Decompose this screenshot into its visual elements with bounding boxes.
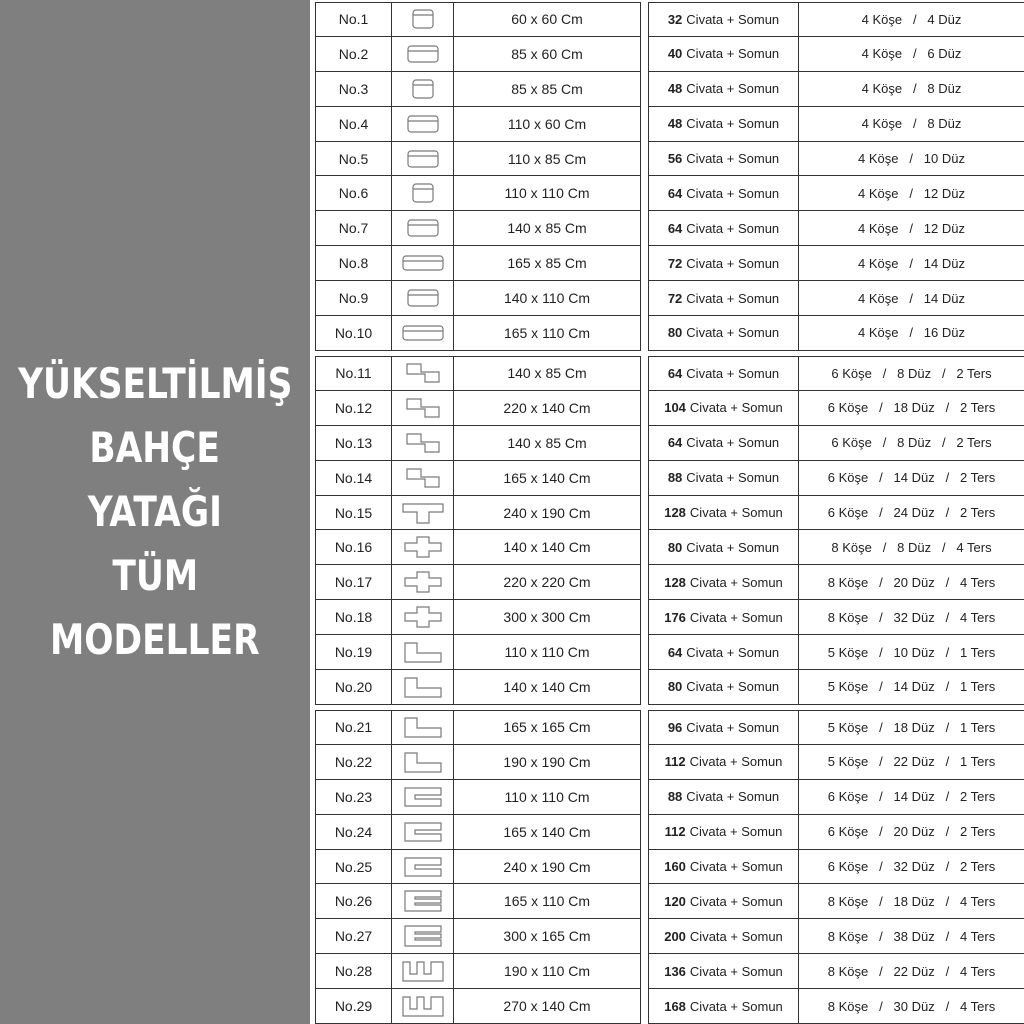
model-dimensions: 110 x 60 Cm — [453, 107, 641, 142]
table-row — [315, 815, 1024, 850]
bolt-label: Civata + Somun — [686, 185, 780, 201]
model-number: No.9 — [315, 281, 391, 316]
table-row — [315, 600, 1024, 635]
model-number: No.26 — [315, 884, 391, 919]
model-number: No.7 — [315, 211, 391, 246]
bolt-count — [648, 246, 798, 281]
bolt-count — [648, 815, 798, 850]
table-row — [315, 954, 1024, 989]
model-dimensions: 85 x 85 Cm — [453, 72, 641, 107]
model-shape-icon — [391, 461, 453, 496]
bolt-count — [648, 426, 798, 461]
model-dimensions: 110 x 110 Cm — [453, 176, 641, 211]
model-number: No.13 — [315, 426, 391, 461]
model-number: No.21 — [315, 710, 391, 745]
model-dimensions: 60 x 60 Cm — [453, 2, 641, 37]
bolt-count — [648, 496, 798, 531]
bolt-number: 128 — [664, 505, 686, 520]
bolt-label: Civata + Somun — [689, 609, 783, 625]
bolt-count — [648, 919, 798, 954]
model-number: No.22 — [315, 745, 391, 780]
model-number: No.20 — [315, 670, 391, 705]
bolt-number: 64 — [667, 365, 683, 381]
table-row — [315, 461, 1024, 496]
model-dimensions: 270 x 140 Cm — [453, 989, 641, 1024]
bolt-label: Civata + Somun — [689, 505, 783, 520]
part-counts: 4 Köşe / 12 Düz — [798, 176, 1024, 211]
model-number: No.4 — [315, 107, 391, 142]
part-counts: 4 Köşe / 4 Düz — [798, 2, 1024, 37]
bolt-label: Civata + Somun — [689, 893, 783, 909]
bolt-count — [648, 2, 798, 37]
bolt-label: Civata + Somun — [686, 539, 780, 555]
model-dimensions: 140 x 110 Cm — [453, 281, 641, 316]
model-dimensions: 165 x 165 Cm — [453, 710, 641, 745]
bolt-count — [648, 391, 798, 426]
bolt-number: 64 — [667, 220, 683, 236]
bolt-count — [648, 954, 798, 989]
model-number: No.17 — [315, 565, 391, 600]
title-line: MODELLER — [50, 615, 260, 664]
model-shape-icon — [391, 356, 453, 391]
bolt-count — [648, 211, 798, 246]
model-shape-icon — [391, 211, 453, 246]
bolt-label: Civata + Somun — [686, 290, 780, 306]
part-counts: 8 Köşe / 20 Düz / 4 Ters — [798, 565, 1024, 600]
part-counts: 5 Köşe / 22 Düz / 1 Ters — [798, 745, 1024, 780]
model-dimensions: 190 x 110 Cm — [453, 954, 641, 989]
model-dimensions: 110 x 110 Cm — [453, 780, 641, 815]
part-counts: 6 Köşe / 14 Düz / 2 Ters — [798, 461, 1024, 496]
bolt-number: 104 — [664, 400, 686, 416]
bolt-count — [648, 989, 798, 1024]
part-counts: 6 Köşe / 18 Düz / 2 Ters — [798, 391, 1024, 426]
table-row — [315, 356, 1024, 391]
bolt-number: 56 — [667, 151, 683, 166]
model-number: No.15 — [315, 496, 391, 531]
bolt-count — [648, 356, 798, 391]
bolt-count — [648, 107, 798, 142]
model-number: No.19 — [315, 635, 391, 670]
model-number: No.28 — [315, 954, 391, 989]
title-panel — [0, 0, 310, 1024]
model-group — [315, 356, 1024, 705]
model-shape-icon — [391, 710, 453, 745]
bolt-label: Civata + Somun — [686, 255, 780, 271]
bolt-count — [648, 176, 798, 211]
model-number: No.14 — [315, 461, 391, 496]
model-shape-icon — [391, 850, 453, 885]
model-shape-icon — [391, 281, 453, 316]
table-row — [315, 72, 1024, 107]
bolt-number: 72 — [667, 255, 683, 271]
model-shape-icon — [391, 2, 453, 37]
model-dimensions: 140 x 85 Cm — [453, 426, 641, 461]
table-row — [315, 670, 1024, 705]
model-shape-icon — [391, 780, 453, 815]
bolt-number: 80 — [667, 325, 683, 341]
table-row — [315, 710, 1024, 745]
bolt-label: Civata + Somun — [686, 789, 780, 805]
bolt-number: 160 — [664, 859, 686, 874]
model-shape-icon — [391, 316, 453, 351]
part-counts: 8 Köşe / 32 Düz / 4 Ters — [798, 600, 1024, 635]
table-row — [315, 780, 1024, 815]
bolt-number: 88 — [667, 789, 683, 805]
model-dimensions: 165 x 140 Cm — [453, 461, 641, 496]
model-shape-icon — [391, 670, 453, 705]
model-shape-icon — [391, 176, 453, 211]
bolt-label: Civata + Somun — [689, 754, 783, 770]
model-dimensions: 110 x 110 Cm — [453, 635, 641, 670]
bolt-number: 176 — [664, 609, 686, 625]
model-number: No.5 — [315, 142, 391, 177]
table-row — [315, 884, 1024, 919]
table-row — [315, 281, 1024, 316]
part-counts: 6 Köşe / 8 Düz / 2 Ters — [798, 426, 1024, 461]
model-dimensions: 240 x 190 Cm — [453, 496, 641, 531]
part-counts: 6 Köşe / 8 Düz / 2 Ters — [798, 356, 1024, 391]
bolt-count — [648, 884, 798, 919]
part-counts: 6 Köşe / 32 Düz / 2 Ters — [798, 850, 1024, 885]
model-shape-icon — [391, 954, 453, 989]
bolt-count — [648, 565, 798, 600]
bolt-label: Civata + Somun — [686, 46, 780, 62]
model-shape-icon — [391, 391, 453, 426]
table-row — [315, 246, 1024, 281]
bolt-number: 136 — [664, 963, 686, 979]
part-counts: 4 Köşe / 16 Düz — [798, 316, 1024, 351]
bolt-label: Civata + Somun — [689, 400, 783, 416]
model-number: No.23 — [315, 780, 391, 815]
bolt-number: 80 — [667, 539, 683, 555]
model-dimensions: 85 x 60 Cm — [453, 37, 641, 72]
bolt-label: Civata + Somun — [689, 574, 783, 590]
model-dimensions: 165 x 85 Cm — [453, 246, 641, 281]
model-shape-icon — [391, 884, 453, 919]
model-dimensions: 220 x 140 Cm — [453, 391, 641, 426]
bolt-number: 64 — [667, 435, 683, 451]
bolt-count — [648, 461, 798, 496]
part-counts: 5 Köşe / 10 Düz / 1 Ters — [798, 635, 1024, 670]
bolt-label: Civata + Somun — [686, 220, 780, 236]
table-row — [315, 745, 1024, 780]
bolt-number: 112 — [664, 824, 686, 840]
model-shape-icon — [391, 635, 453, 670]
table-row — [315, 37, 1024, 72]
bolt-label: Civata + Somun — [689, 998, 783, 1014]
model-shape-icon — [391, 919, 453, 954]
table-row — [315, 391, 1024, 426]
bolt-count — [648, 37, 798, 72]
table-row — [315, 107, 1024, 142]
table-row — [315, 635, 1024, 670]
model-shape-icon — [391, 107, 453, 142]
part-counts: 4 Köşe / 14 Düz — [798, 281, 1024, 316]
model-number: No.12 — [315, 391, 391, 426]
part-counts: 4 Köşe / 8 Düz — [798, 72, 1024, 107]
bolt-count — [648, 316, 798, 351]
model-number: No.3 — [315, 72, 391, 107]
model-number: No.11 — [315, 356, 391, 391]
bolt-count — [648, 780, 798, 815]
bolt-label: Civata + Somun — [689, 928, 783, 944]
part-counts: 4 Köşe / 6 Düz — [798, 37, 1024, 72]
model-number: No.25 — [315, 850, 391, 885]
model-dimensions: 140 x 140 Cm — [453, 530, 641, 565]
model-dimensions: 240 x 190 Cm — [453, 850, 641, 885]
model-shape-icon — [391, 565, 453, 600]
bolt-count — [648, 142, 798, 177]
model-dimensions: 165 x 140 Cm — [453, 815, 641, 850]
bolt-number: 96 — [667, 719, 683, 735]
model-number: No.27 — [315, 919, 391, 954]
part-counts: 5 Köşe / 14 Düz / 1 Ters — [798, 670, 1024, 705]
bolt-number: 120 — [664, 893, 686, 909]
table-row — [315, 496, 1024, 531]
bolt-label: Civata + Somun — [689, 859, 783, 874]
model-shape-icon — [391, 246, 453, 281]
bolt-label: Civata + Somun — [689, 963, 783, 979]
bolt-count — [648, 710, 798, 745]
table-row — [315, 142, 1024, 177]
model-shape-icon — [391, 72, 453, 107]
bolt-label: Civata + Somun — [686, 116, 780, 132]
model-shape-icon — [391, 142, 453, 177]
model-shape-icon — [391, 600, 453, 635]
part-counts: 4 Köşe / 10 Düz — [798, 142, 1024, 177]
table-row — [315, 919, 1024, 954]
bolt-number: 80 — [667, 679, 683, 695]
bolt-label: Civata + Somun — [689, 824, 783, 840]
model-shape-icon — [391, 815, 453, 850]
bolt-number: 64 — [667, 644, 683, 660]
part-counts: 6 Köşe / 20 Düz / 2 Ters — [798, 815, 1024, 850]
table-row — [315, 989, 1024, 1024]
bolt-number: 48 — [667, 116, 683, 132]
bolt-count — [648, 72, 798, 107]
part-counts: 8 Köşe / 8 Düz / 4 Ters — [798, 530, 1024, 565]
part-counts: 6 Köşe / 14 Düz / 2 Ters — [798, 780, 1024, 815]
bolt-count — [648, 745, 798, 780]
model-dimensions: 140 x 85 Cm — [453, 356, 641, 391]
model-number: No.10 — [315, 316, 391, 351]
model-shape-icon — [391, 989, 453, 1024]
bolt-number: 128 — [664, 574, 686, 590]
model-dimensions: 140 x 85 Cm — [453, 211, 641, 246]
model-shape-icon — [391, 496, 453, 531]
bolt-number: 88 — [667, 470, 683, 486]
model-shape-icon — [391, 426, 453, 461]
model-shape-icon — [391, 745, 453, 780]
model-number: No.29 — [315, 989, 391, 1024]
bolt-number: 40 — [667, 46, 683, 62]
part-counts: 4 Köşe / 14 Düz — [798, 246, 1024, 281]
bolt-label: Civata + Somun — [686, 679, 780, 695]
model-group — [315, 710, 1024, 1024]
table-row — [315, 565, 1024, 600]
part-counts: 5 Köşe / 18 Düz / 1 Ters — [798, 710, 1024, 745]
bolt-count — [648, 850, 798, 885]
model-dimensions: 190 x 190 Cm — [453, 745, 641, 780]
model-dimensions: 140 x 140 Cm — [453, 670, 641, 705]
part-counts: 4 Köşe / 12 Düz — [798, 211, 1024, 246]
title-line: YÜKSELTİLMİŞ — [17, 359, 293, 408]
bolt-label: Civata + Somun — [686, 325, 780, 341]
bolt-label: Civata + Somun — [686, 151, 780, 166]
model-dimensions: 165 x 110 Cm — [453, 316, 641, 351]
bolt-number: 112 — [664, 754, 686, 770]
model-number: No.1 — [315, 2, 391, 37]
part-counts: 8 Köşe / 22 Düz / 4 Ters — [798, 954, 1024, 989]
model-dimensions: 110 x 85 Cm — [453, 142, 641, 177]
model-dimensions: 220 x 220 Cm — [453, 565, 641, 600]
bolt-count — [648, 635, 798, 670]
model-number: No.16 — [315, 530, 391, 565]
model-number: No.18 — [315, 600, 391, 635]
table-row — [315, 316, 1024, 351]
title-line: BAHÇE — [89, 423, 221, 472]
part-counts: 8 Köşe / 30 Düz / 4 Ters — [798, 989, 1024, 1024]
part-counts: 8 Köşe / 38 Düz / 4 Ters — [798, 919, 1024, 954]
part-counts: 4 Köşe / 8 Düz — [798, 107, 1024, 142]
model-number: No.2 — [315, 37, 391, 72]
bolt-label: Civata + Somun — [686, 365, 780, 381]
bolt-count — [648, 530, 798, 565]
title-line: YATAĞI — [87, 487, 223, 536]
bolt-number: 48 — [667, 81, 683, 97]
bolt-label: Civata + Somun — [686, 435, 780, 451]
model-dimensions: 300 x 165 Cm — [453, 919, 641, 954]
bolt-number: 200 — [664, 928, 686, 944]
part-counts: 6 Köşe / 24 Düz / 2 Ters — [798, 496, 1024, 531]
model-dimensions: 300 x 300 Cm — [453, 600, 641, 635]
table-row — [315, 530, 1024, 565]
bolt-number: 32 — [667, 11, 683, 27]
model-group — [315, 2, 1024, 351]
table-row — [315, 211, 1024, 246]
bolt-count — [648, 281, 798, 316]
bolt-number: 168 — [664, 998, 686, 1014]
model-shape-icon — [391, 37, 453, 72]
bolt-label: Civata + Somun — [686, 470, 780, 486]
bolt-label: Civata + Somun — [686, 644, 780, 660]
model-number: No.24 — [315, 815, 391, 850]
bolt-number: 72 — [667, 290, 683, 306]
bolt-label: Civata + Somun — [686, 11, 780, 27]
bolt-count — [648, 600, 798, 635]
table-row — [315, 426, 1024, 461]
table-row — [315, 176, 1024, 211]
bolt-count — [648, 670, 798, 705]
table-row — [315, 850, 1024, 885]
model-number: No.8 — [315, 246, 391, 281]
bolt-label: Civata + Somun — [686, 81, 780, 97]
bolt-number: 64 — [667, 185, 683, 201]
model-number: No.6 — [315, 176, 391, 211]
model-shape-icon — [391, 530, 453, 565]
bolt-label: Civata + Somun — [686, 719, 780, 735]
model-dimensions: 165 x 110 Cm — [453, 884, 641, 919]
table-row — [315, 2, 1024, 37]
part-counts: 8 Köşe / 18 Düz / 4 Ters — [798, 884, 1024, 919]
title-line: TÜM — [112, 551, 198, 600]
